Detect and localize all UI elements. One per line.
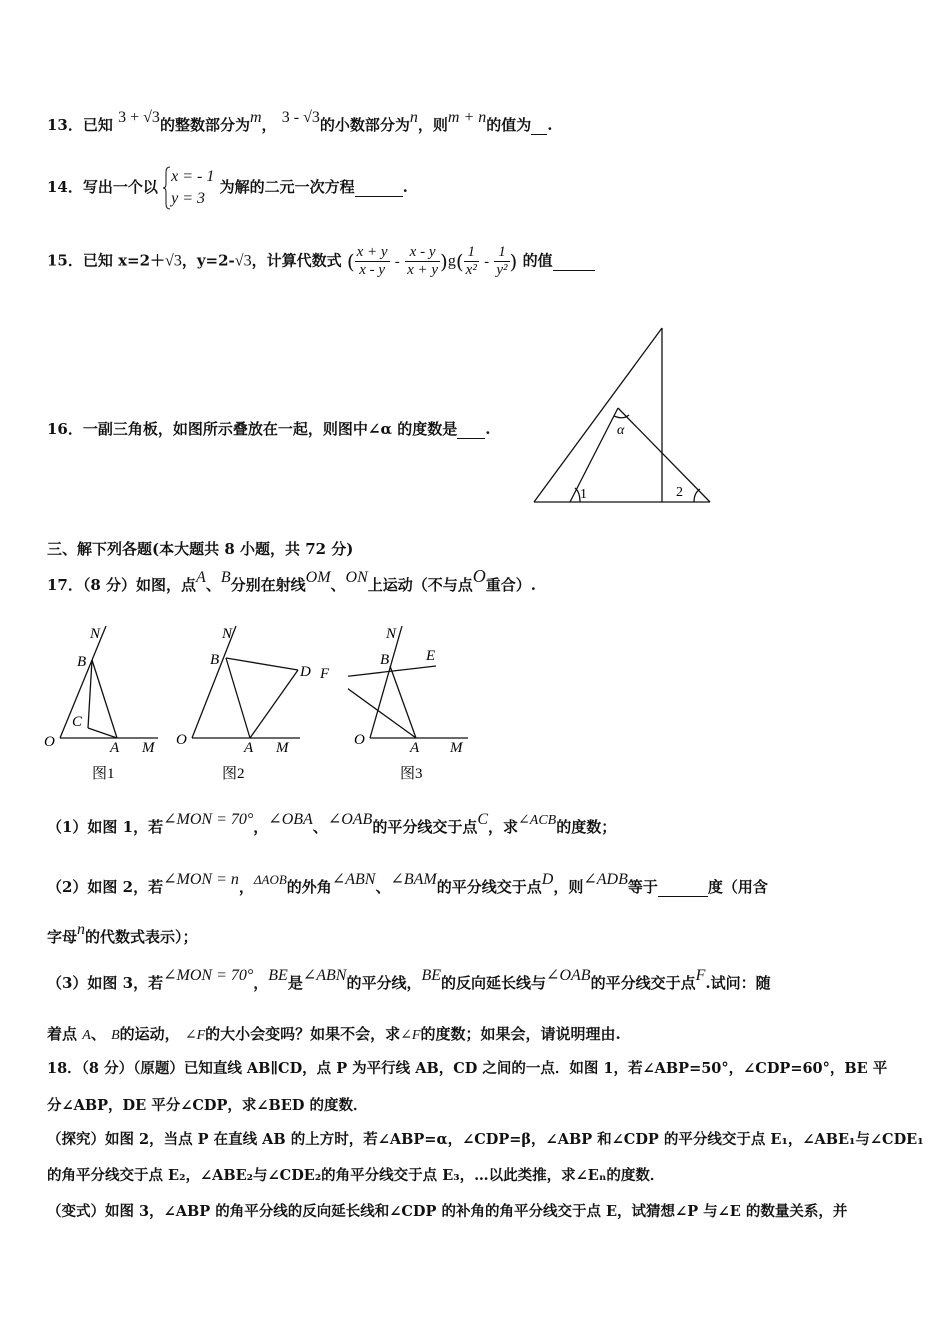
equation-system: x = - 1 y = 3 <box>163 166 214 210</box>
question-17: 17．（8 分）如图，点A、B分别在射线OM、ON上运动（不与点O重合）. <box>47 566 537 594</box>
question-16: 16．一副三角板，如图所示叠放在一起，则图中∠α 的度数是 . <box>47 420 491 438</box>
svg-text:A: A <box>110 740 120 756</box>
hypotenuse-left <box>534 328 662 502</box>
question-17-part-2: （2）如图 2，若∠MON = n，ΔAOB的外角∠ABN、∠BAM的平分线交于点D，则∠ADB等于 度（用含 <box>47 871 768 896</box>
figure-3 <box>348 618 488 788</box>
figure-3-f-label <box>318 660 338 684</box>
triangle-set-figure <box>530 322 720 512</box>
answer-blank <box>355 178 403 197</box>
expr-3-plus-sqrt3: 3 + √3 <box>118 109 160 126</box>
svg-text:C: C <box>72 714 83 730</box>
question-17-part-3-line-2: 着点 A、 B的运动， ∠F的大小会变吗？如果不会，求∠F的度数；如果会，请说明理由. <box>47 1025 621 1043</box>
fraction-1: $\frac{x + y}{x - y}$ <box>356 244 388 278</box>
question-15: 15．已知 x=2＋√3，y=2-√3，计算代数式 ( $\frac{x + y}{x - y}$ - $\frac{x - y}{x + y}$ )g( $\frac{1}{\text{x²}}$ - $\frac{1}{\text{y²}}$ ) 的值 <box>47 244 595 279</box>
label-2: 2 <box>676 485 683 500</box>
svg-text:M: M <box>450 740 463 756</box>
question-14: 14．写出一个以 x = - 1 y = 3 为解的二元一次方程 . <box>47 166 408 210</box>
svg-text:A: A <box>244 740 254 756</box>
svg-text:N: N <box>386 626 397 642</box>
svg-text:D: D <box>300 664 311 680</box>
svg-text:A: A <box>410 740 420 756</box>
svg-text:O: O <box>44 734 55 750</box>
question-18-line-1: 18．（8 分）（原题）已知直线 AB∥CD，点 P 为平行线 AB，CD 之间的一点．如图 1，若∠ABP=50°，∠CDP=60°，BE 平 <box>47 1060 888 1077</box>
question-18-line-2: 分∠ABP，DE 平分∠CDP，求∠BED 的度数． <box>47 1097 368 1114</box>
expr-3-minus-sqrt3: 3 - √3 <box>281 109 320 126</box>
inner-edge <box>570 408 618 502</box>
question-18-line-4: 的角平分线交于点 E₂，∠ABE₂与∠CDE₂的角平分线交于点 E₃，…以此类推，求∠Eₙ的度数． <box>47 1167 665 1184</box>
svg-text:E: E <box>426 648 436 664</box>
question-13: 13．已知 3 + √3的整数部分为m， 3 - √3的小数部分为n，则m + n的值为 . <box>47 109 553 134</box>
svg-text:B: B <box>77 654 87 670</box>
answer-blank <box>531 116 547 135</box>
label-1: 1 <box>580 487 587 502</box>
alpha-label: α <box>617 423 625 438</box>
answer-blank <box>658 878 708 897</box>
fraction-3: $\frac{1}{\text{x²}}$ <box>465 244 477 278</box>
question-18-line-5: （变式）如图 3，∠ABP 的角平分线的反向延长线和∠CDP 的补角的角平分线交于点 E，试猜想∠P 与∠E 的数量关系，并 <box>47 1203 848 1220</box>
svg-text:B: B <box>210 652 220 668</box>
question-17-part-2-line-2: 字母n的代数式表示）； <box>47 921 198 946</box>
svg-text:M: M <box>276 740 289 756</box>
svg-text:F: F <box>320 666 330 682</box>
figure-2 <box>170 618 330 788</box>
fraction-4: $\frac{1}{\text{y²}}$ <box>496 244 508 278</box>
caption-fig1: 图1 <box>92 766 115 782</box>
svg-text:O: O <box>176 732 187 748</box>
caption-fig2: 图2 <box>222 766 245 782</box>
svg-text:N: N <box>90 626 101 642</box>
fraction-2: $\frac{x - y}{x + y}$ <box>407 244 439 278</box>
brace-icon <box>163 166 171 210</box>
caption-fig3: 图3 <box>400 766 423 782</box>
question-17-part-1: （1）如图 1，若∠MON = 70°，∠OBA、∠OAB的平分线交于点C，求∠ACB的度数； <box>47 811 617 836</box>
svg-text:B: B <box>380 652 390 668</box>
answer-blank <box>553 252 595 271</box>
question-17-part-3: （3）如图 3，若∠MON = 70°，BE是∠ABN的平分线，BE的反向延长线与∠OAB的平分线交于点F.试问：随 <box>47 967 771 992</box>
svg-text:N: N <box>222 626 233 642</box>
svg-text:M: M <box>142 740 155 756</box>
hypotenuse-right <box>618 408 710 502</box>
svg-text:O: O <box>354 732 365 748</box>
section-3-title: 三、解下列各题(本大题共 8 小题，共 72 分) <box>47 540 354 558</box>
question-18-line-3: （探究）如图 2，当点 P 在直线 AB 的上方时，若∠ABP=α，∠CDP=β，∠ABP 和∠CDP 的平分线交于点 E₁，∠ABE₁与∠CDE₁ <box>47 1131 924 1148</box>
answer-blank <box>457 420 485 439</box>
figure-1 <box>40 618 170 788</box>
